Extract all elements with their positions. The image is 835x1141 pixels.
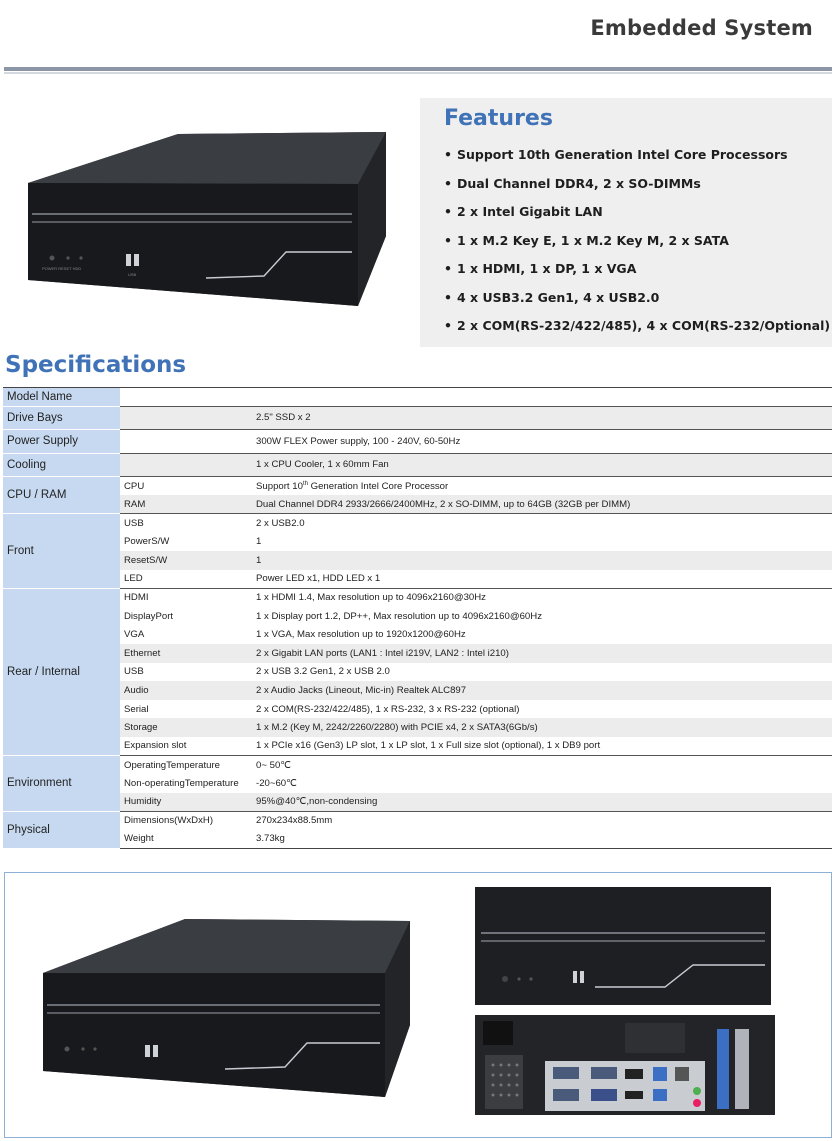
table-row — [3, 453, 832, 477]
spec-value: Power LED x1, HDD LED x 1 — [256, 573, 381, 585]
table-row — [3, 700, 832, 719]
spec-value: 95%@40℃,non-condensing — [250, 793, 832, 812]
spec-key: VGA — [124, 629, 145, 641]
spec-key: Humidity — [120, 793, 250, 812]
spec-category: Model Name — [3, 388, 120, 407]
spec-value: 0~ 50℃ — [250, 756, 832, 775]
spec-key: HDMI — [120, 588, 250, 607]
table-row — [3, 774, 832, 793]
table-row — [3, 607, 832, 626]
feature-item: • 4 x USB3.2 Gen1, 4 x USB2.0 — [444, 288, 832, 317]
spec-key: ResetS/W — [120, 551, 250, 570]
spec-key: OperatingTemperature — [120, 756, 250, 775]
feature-item: • 2 x Intel Gigabit LAN — [444, 202, 832, 231]
table-row — [3, 551, 832, 570]
spec-value: Dual Channel DDR4 2933/2666/2400MHz, 2 x SO-DIMM, up to 64GB (32GB per DIMM) — [250, 495, 832, 514]
table-row — [3, 430, 832, 454]
table-row — [3, 495, 832, 514]
spec-key: Weight — [120, 830, 250, 849]
features-list — [444, 145, 832, 345]
spec-category: Drive Bays — [3, 406, 120, 430]
table-row — [3, 388, 832, 407]
spec-value: 2 x Audio Jacks (Lineout, Mic-in) Realtek ALC897 — [250, 681, 832, 700]
spec-value: 2 x USB2.0 — [250, 514, 832, 533]
table-row — [3, 756, 832, 775]
table-row — [3, 718, 832, 737]
table-row — [3, 514, 832, 533]
spec-key: PowerS/W — [124, 536, 170, 548]
spec-key: CPU — [120, 477, 250, 496]
spec-category: Physical — [3, 811, 120, 848]
spec-value: 1 x CPU Cooler, 1 x 60mm Fan — [250, 453, 832, 477]
spec-value: 1 — [250, 551, 832, 570]
table-row — [3, 681, 832, 700]
spec-key: LED — [124, 573, 143, 585]
spec-category: CPU / RAM — [3, 477, 120, 514]
spec-key: RAM — [120, 495, 250, 514]
spec-key: Expansion slot — [124, 740, 187, 752]
spec-category: Front — [3, 514, 120, 588]
feature-item: • Dual Channel DDR4, 2 x SO-DIMMs — [444, 174, 832, 203]
spec-category: Power Supply — [3, 430, 120, 454]
spec-value: 1 x Display port 1.2, DP++, Max resolution up to 4096x2160@60Hz — [256, 610, 542, 622]
front-panel-label: POWER RESET HDD — [42, 266, 82, 271]
table-row — [3, 625, 832, 644]
table-row — [3, 570, 832, 589]
features-title: Features — [444, 106, 553, 131]
spec-category: Rear / Internal — [3, 588, 120, 755]
spec-value: Support 10th Generation Intel Core Processor — [250, 477, 832, 496]
usb-label: USB — [128, 272, 137, 277]
spec-table — [3, 387, 832, 849]
feature-item: • 1 x M.2 Key E, 1 x M.2 Key M, 2 x SATA — [444, 231, 832, 260]
table-row — [3, 644, 832, 663]
spec-value: 300W FLEX Power supply, 100 - 240V, 60-50Hz — [250, 430, 832, 454]
spec-key: Audio — [120, 681, 250, 700]
header-divider-shadow — [4, 72, 832, 74]
spec-value: 2.5" SSD x 2 — [250, 406, 832, 430]
table-row — [3, 588, 832, 607]
features-panel — [420, 98, 832, 347]
spec-value: 1 x VGA, Max resolution up to 1920x1200@60Hz — [256, 629, 466, 641]
spec-key: USB — [120, 514, 250, 533]
table-row — [3, 811, 832, 830]
spec-value: 270x234x88.5mm — [250, 811, 832, 830]
table-row — [3, 532, 832, 551]
spec-key: Serial — [124, 703, 149, 715]
spec-value: 1 x M.2 (Key M, 2242/2260/2280) with PCIE x4, 2 x SATA3(6Gb/s) — [250, 718, 832, 737]
spec-category: Cooling — [3, 453, 120, 477]
spec-value: -20~60℃ — [256, 777, 297, 789]
product-image-angled — [35, 913, 415, 1099]
header-divider — [4, 67, 832, 71]
product-image-front — [475, 887, 771, 1005]
table-row — [3, 477, 832, 496]
spec-value: 1 x PCIe x16 (Gen3) LP slot, 1 x LP slot, 1 x Full size slot (optional), 1 x DB9 port — [256, 740, 601, 752]
specifications-title: Specifications — [5, 352, 187, 378]
spec-key: Ethernet — [120, 644, 250, 663]
spec-category: Environment — [3, 756, 120, 812]
product-image-rear — [475, 1015, 775, 1115]
spec-value: 2 x USB 3.2 Gen1, 2 x USB 2.0 — [256, 666, 390, 678]
spec-value: 1 x HDMI 1.4, Max resolution up to 4096x2160@30Hz — [250, 588, 832, 607]
feature-item: • 2 x COM(RS-232/422/485), 4 x COM(RS-232/Optional) — [444, 316, 832, 345]
table-row — [3, 830, 832, 849]
feature-item: • Support 10th Generation Intel Core Processors — [444, 145, 832, 174]
spec-key: Storage — [120, 718, 250, 737]
spec-value: 2 x COM(RS-232/422/485), 1 x RS-232, 3 x RS-232 (optional) — [256, 703, 520, 715]
product-gallery — [4, 872, 832, 1138]
table-row — [3, 406, 832, 430]
spec-value: 1 — [256, 536, 262, 548]
feature-item: • 1 x HDMI, 1 x DP, 1 x VGA — [444, 259, 832, 288]
spec-key: DisplayPort — [124, 610, 174, 622]
page-title: Embedded System — [590, 16, 813, 40]
table-row — [3, 737, 832, 756]
table-row — [3, 793, 832, 812]
spec-key: USB — [124, 666, 144, 678]
spec-key: Non-operatingTemperature — [124, 777, 239, 789]
spec-value: 2 x Gigabit LAN ports (LAN1 : Intel i219V, LAN2 : Intel i210) — [250, 644, 832, 663]
product-image-main — [18, 128, 388, 308]
spec-value: 3.73kg — [250, 830, 832, 849]
table-row — [3, 663, 832, 682]
spec-key: Dimensions(WxDxH) — [120, 811, 250, 830]
spec-value — [250, 388, 832, 407]
